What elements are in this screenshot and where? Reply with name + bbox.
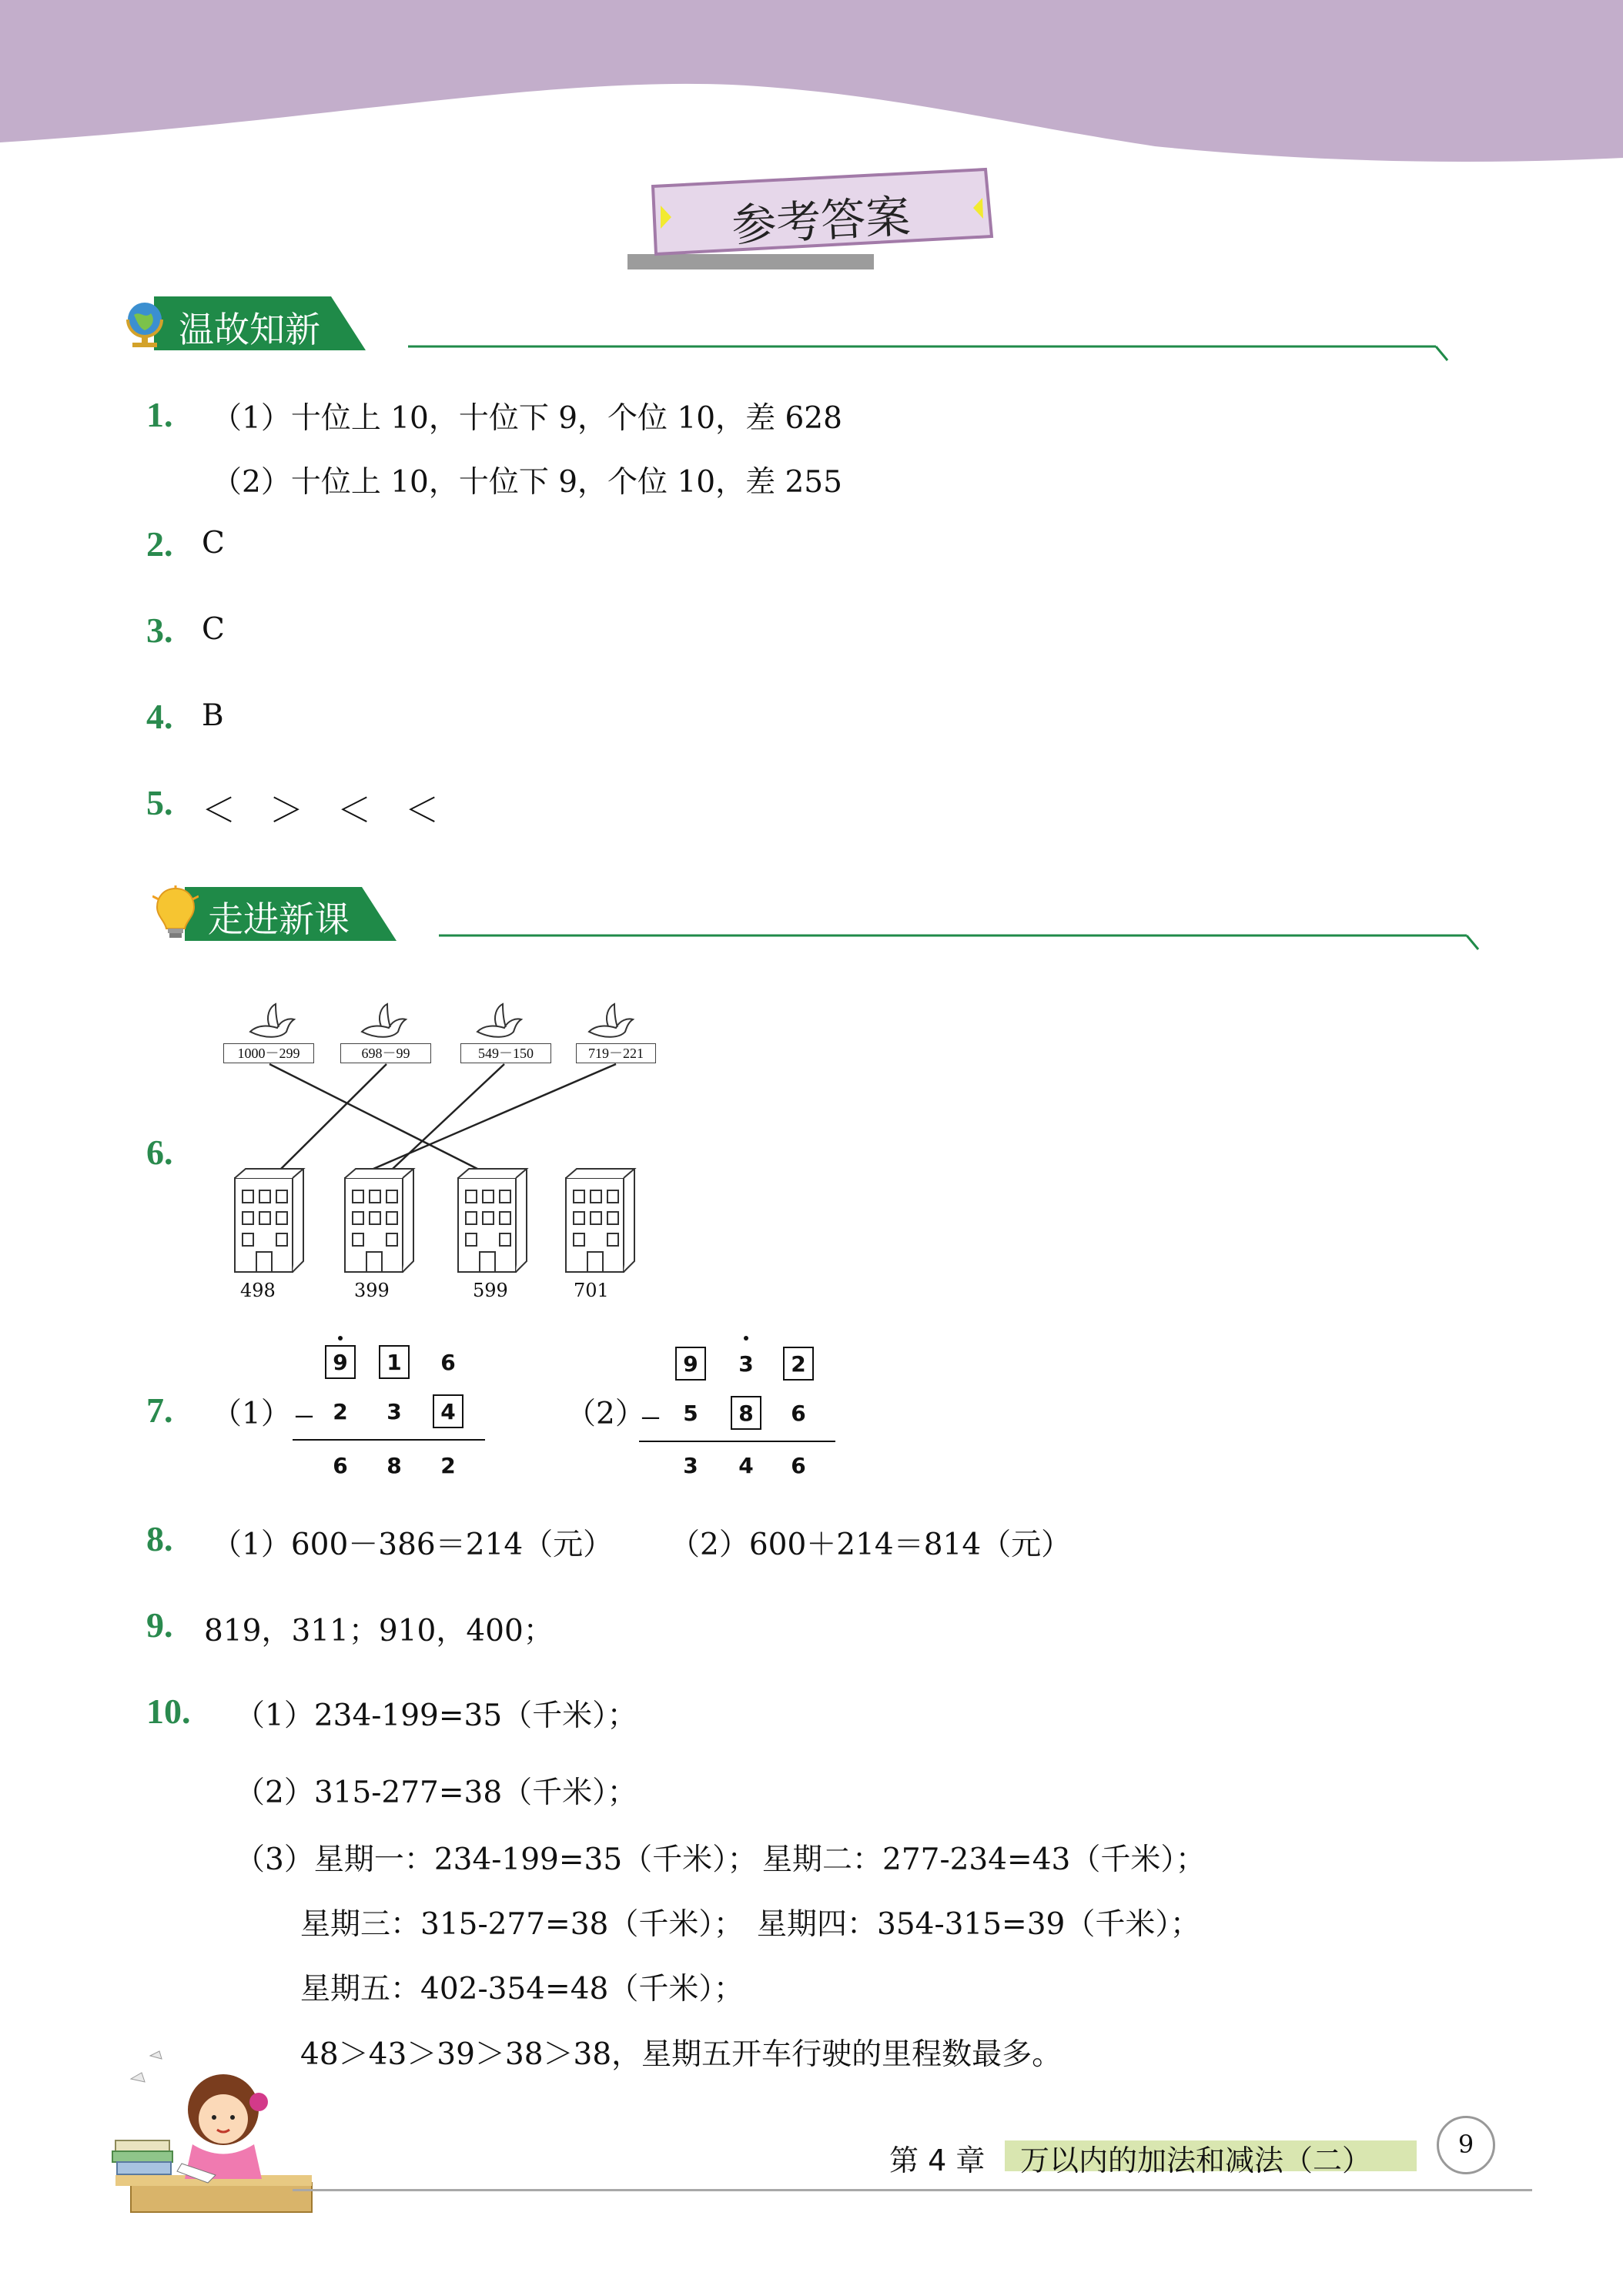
section-rule-new-lesson	[431, 928, 1482, 955]
bird-icon	[250, 1004, 294, 1037]
digit: 6	[333, 1453, 348, 1478]
answer-1-line-1: （1）十位上 10，十位下 9，个位 10，差 628	[212, 401, 842, 436]
footer-chapter-title: 万以内的加法和减法（二）	[1020, 2144, 1372, 2177]
expression-box-3: 549－150	[460, 1043, 551, 1063]
expression-box-4: 719－221	[576, 1043, 656, 1063]
borrow-dot	[338, 1336, 343, 1340]
footer-chapter: 第 4 章	[889, 2144, 986, 2177]
expression-box-1: 1000－299	[223, 1043, 314, 1063]
digit: 2	[333, 1399, 348, 1424]
bird-icon	[589, 1004, 633, 1037]
question-number-5: 5.	[146, 783, 173, 822]
building-value-2: 399	[354, 1280, 390, 1301]
answer-10-line-1: （1）234-199=35（千米）；	[235, 1699, 637, 1733]
digit: 6	[440, 1350, 456, 1375]
subtraction-1	[285, 1336, 493, 1490]
building-icon	[458, 1169, 527, 1272]
building-value-3: 599	[473, 1280, 508, 1301]
bird-icon	[362, 1004, 406, 1037]
digit: 2	[440, 1453, 456, 1478]
section-rule-review	[400, 339, 1451, 366]
minus-sign: －	[639, 1406, 661, 1431]
sum-line	[639, 1441, 835, 1442]
answer-5: ＜ ＞ ＜ ＜	[202, 791, 439, 830]
globe-icon	[122, 296, 168, 352]
question-number-6: 6.	[146, 1133, 173, 1172]
expression-box-2: 698－99	[340, 1043, 431, 1063]
digit: 3	[738, 1351, 754, 1377]
answer-10-line-2: （2）315-277=38（千米）；	[235, 1776, 637, 1810]
section-title-new-lesson: 走进新课	[208, 899, 350, 940]
digit: 9	[683, 1351, 698, 1377]
answer-8-part-1: （1）600－386＝214（元）	[212, 1528, 614, 1562]
question-number-8: 8.	[146, 1519, 173, 1558]
answer-3: C	[202, 612, 225, 647]
digit: 8	[738, 1401, 754, 1426]
digit: 1	[387, 1350, 402, 1375]
digit: 8	[387, 1453, 402, 1478]
digit: 5	[683, 1401, 698, 1426]
sum-line	[293, 1439, 485, 1441]
subtraction-2	[635, 1336, 843, 1490]
digit: 3	[683, 1453, 698, 1478]
question-number-1: 1.	[146, 395, 173, 434]
question-number-9: 9.	[146, 1605, 173, 1645]
footer-rule	[293, 2189, 1532, 2191]
header-wave	[0, 0, 1623, 177]
answer-10-line-3a: （3）星期一：234-199=35（千米）；	[235, 1842, 758, 1877]
matching-diagram	[216, 993, 678, 1317]
question-number-2: 2.	[146, 524, 173, 564]
q7-part-1-label: （1）	[212, 1397, 291, 1431]
answer-1-line-2: （2）十位上 10，十位下 9，个位 10，差 255	[212, 465, 842, 500]
answer-9: 819，311；910，400；	[204, 1614, 554, 1648]
digit: 9	[333, 1350, 348, 1375]
digit: 4	[440, 1399, 456, 1424]
question-number-10: 10.	[146, 1692, 191, 1731]
question-number-4: 4.	[146, 697, 173, 736]
digit: 3	[387, 1399, 402, 1424]
digit: 6	[791, 1453, 806, 1478]
digit: 6	[791, 1401, 806, 1426]
girl-reading-illustration	[108, 2048, 323, 2217]
building-icon	[566, 1169, 634, 1272]
section-title-review: 温故知新	[179, 309, 320, 350]
building-value-4: 701	[574, 1280, 609, 1301]
connector-lines	[216, 993, 678, 1317]
answer-8-part-2: （2）600＋214＝814（元）	[670, 1528, 1072, 1562]
answer-10-line-5: 星期五：402-354=48（千米）；	[300, 1972, 744, 2006]
page-number: 9	[1457, 2130, 1474, 2159]
digit: 2	[791, 1351, 806, 1377]
answer-10-line-3b: 星期二：277-234=43（千米）；	[762, 1842, 1206, 1877]
question-number-3: 3.	[146, 611, 173, 650]
q7-part-2-label: （2）	[566, 1397, 645, 1431]
question-number-7: 7.	[146, 1391, 173, 1430]
borrow-dot	[744, 1336, 748, 1340]
answer-10-line-6: 48＞43＞39＞38＞38，星期五开车行驶的里程数最多。	[300, 2037, 1062, 2072]
bird-icon	[477, 1004, 521, 1037]
page-title: 参考答案	[730, 189, 912, 253]
answer-4: B	[202, 698, 224, 733]
answer-10-line-4a: 星期三：315-277=38（千米）；	[300, 1907, 744, 1942]
building-value-1: 498	[240, 1280, 276, 1301]
digit: 4	[738, 1453, 754, 1478]
answer-10-line-4b: 星期四：354-315=39（千米）；	[757, 1907, 1200, 1942]
building-icon	[345, 1169, 413, 1272]
minus-sign: －	[293, 1404, 315, 1430]
answer-2: C	[202, 526, 225, 561]
building-icon	[235, 1169, 303, 1272]
lightbulb-icon	[152, 885, 199, 944]
